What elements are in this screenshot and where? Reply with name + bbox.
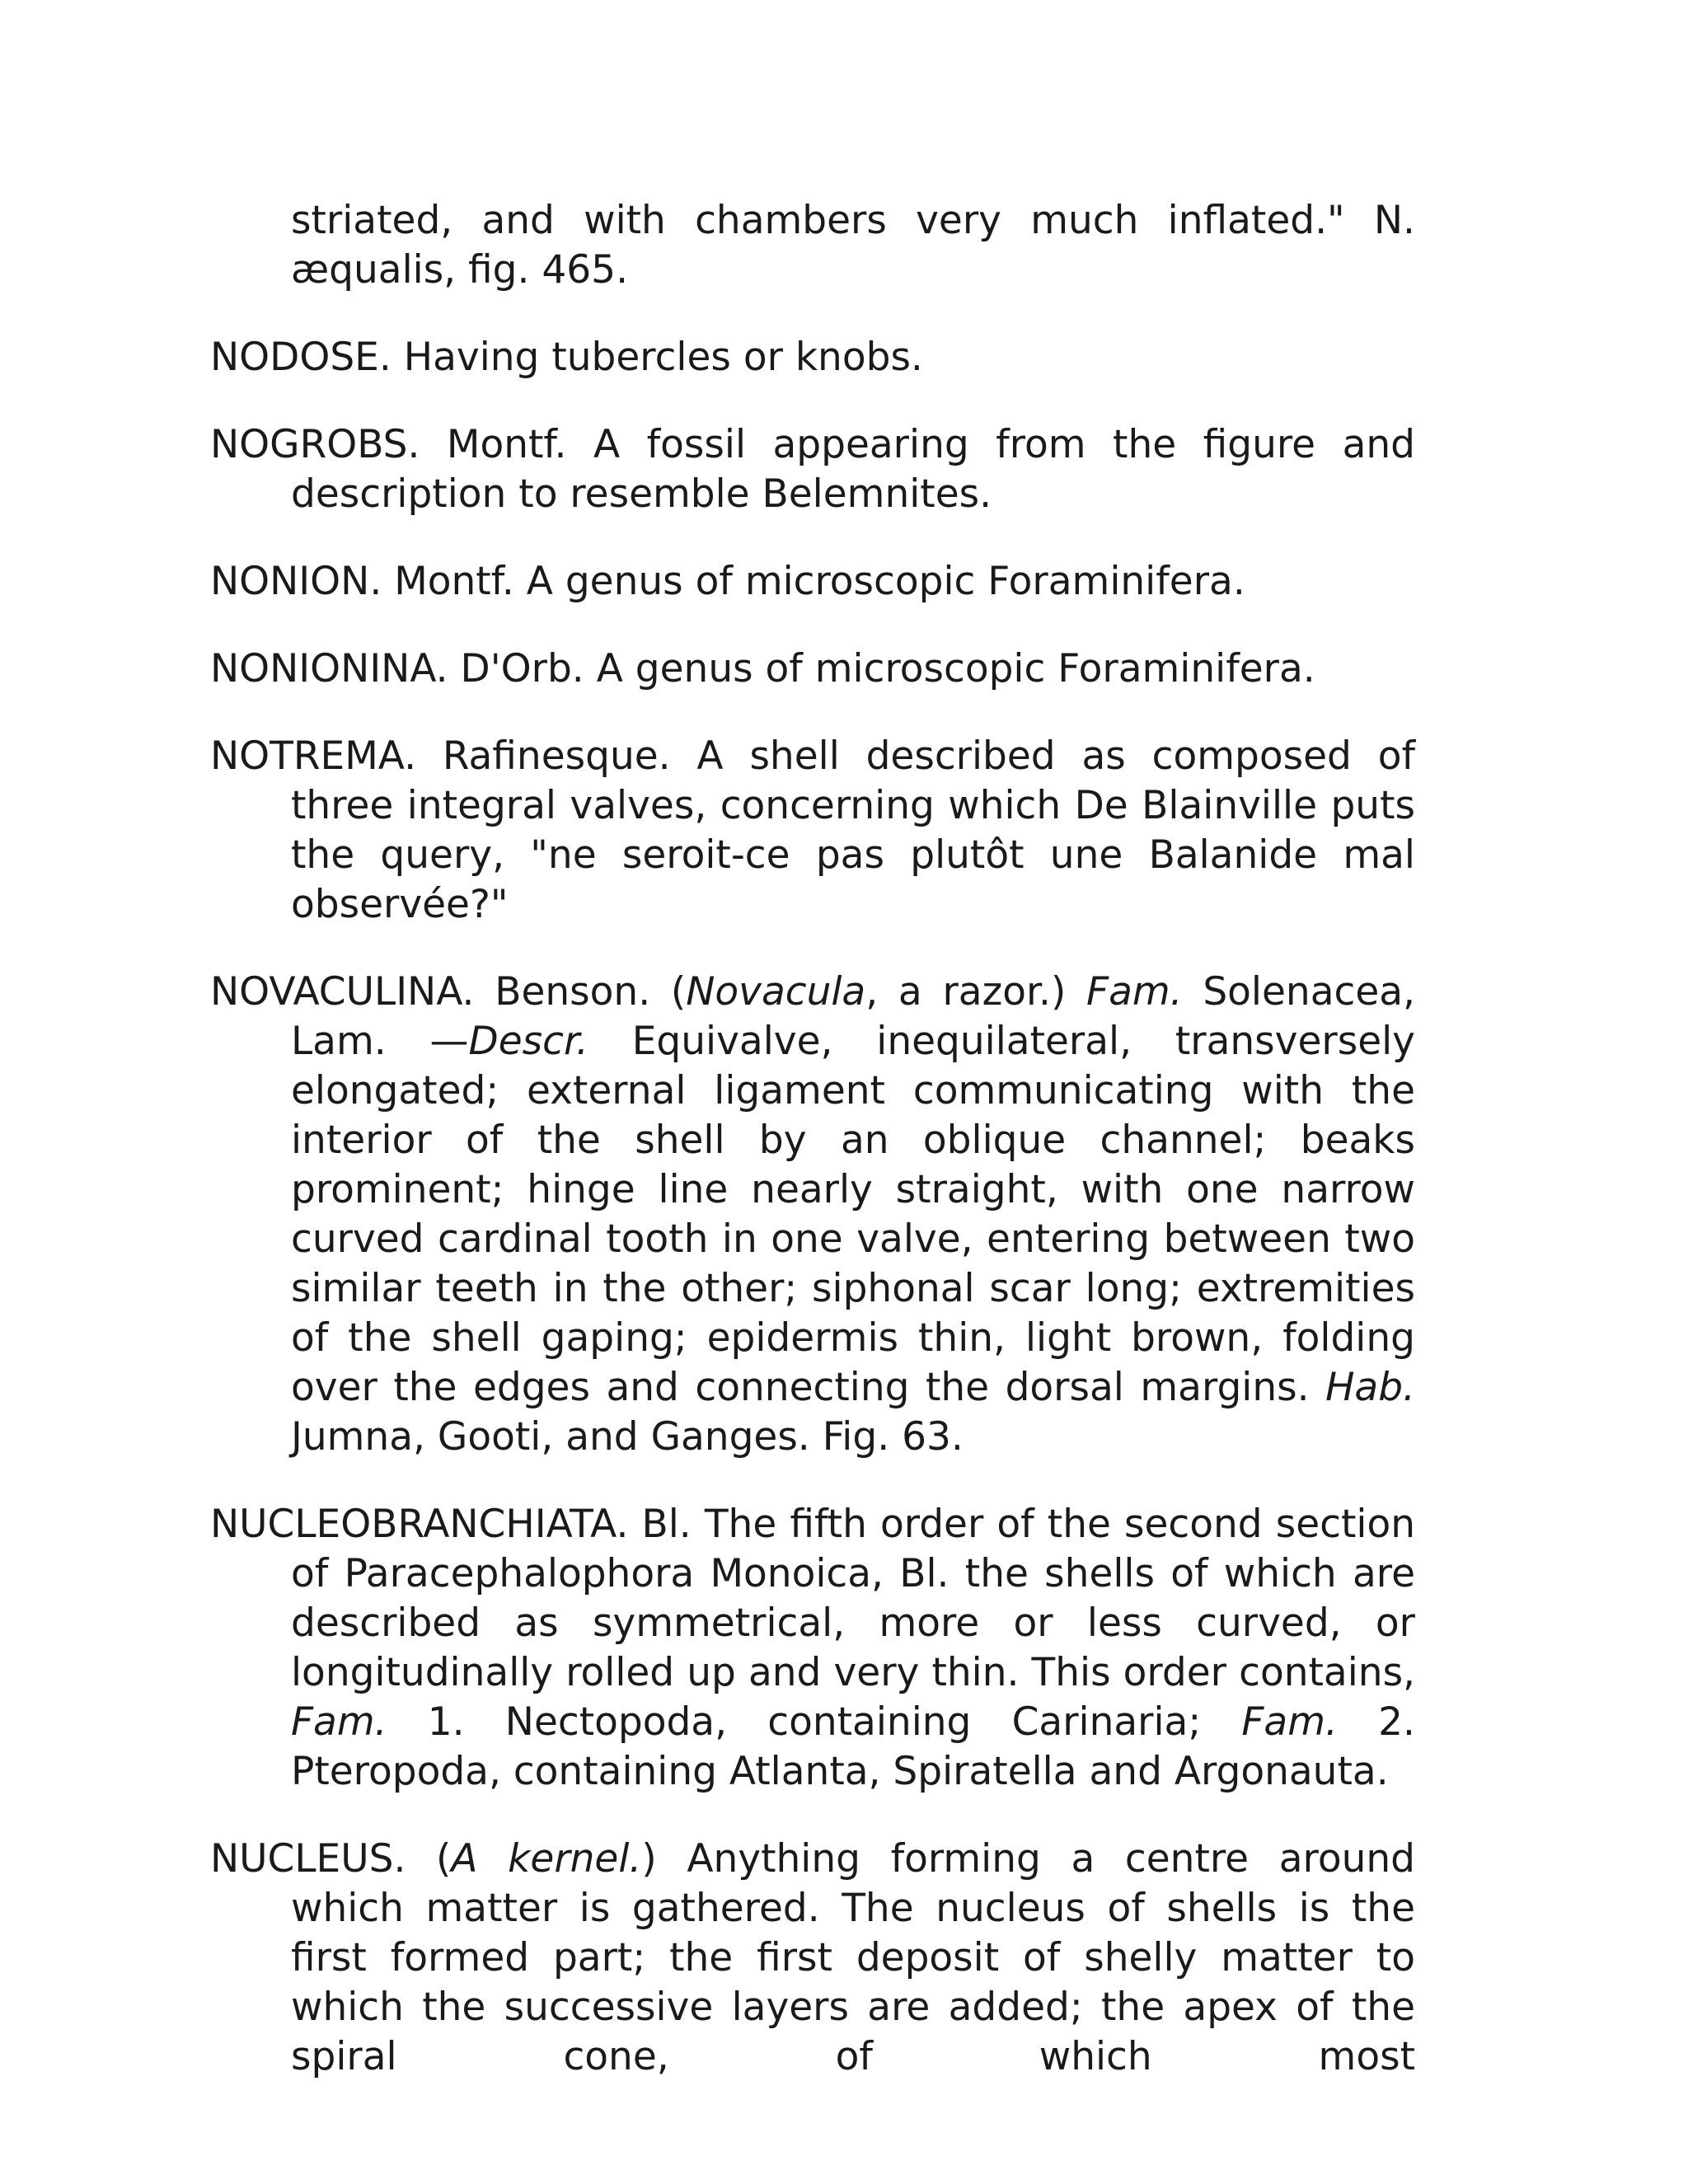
entry-text: Equivalve, inequilateral, transversely elongated; external ligament communicating with the interior of the shell by an oblique channel; beaks prominent; hinge line nearly straight, with one narrow curved cardinal tooth in one valve, entering between two similar teeth in the other; siphonal scar long; extremities of the shell gaping; epidermis thin, light brown, folding over the edges and connecting the dorsal margins. bbox=[291, 1019, 1416, 1410]
entry-text: NOTREMA. Rafinesque. A shell described as composed of three integral valves, concerning which De Blainville puts the query, "ne seroit-ce pas plutôt une Balanide mal observée?" bbox=[210, 733, 1415, 927]
entry-italic-text: Hab. bbox=[1325, 1365, 1415, 1410]
entry-italic-text: Fam. bbox=[1241, 1699, 1338, 1745]
entry-text: 1. Nectopoda, containing Carinaria; bbox=[387, 1699, 1242, 1745]
entry-aequalis-continuation bbox=[210, 196, 1415, 295]
entry-text: 2. Pteropoda, containing Atlanta, Spiratella and Argonauta. bbox=[291, 1699, 1415, 1794]
entry-text: striated, and with chambers very much inflated." N. æqualis, fig. 465. bbox=[291, 198, 1415, 293]
entry-notrema bbox=[210, 732, 1415, 930]
entry-text: NUCLEOBRANCHIATA. Bl. The fifth order of the second section of Paracephalophora Monoica, Bl. the shells of which are described as symmetrical, more or less curved, or longitudinally rolled up and very thin. This order contains, bbox=[210, 1502, 1415, 1695]
entry-nucleobranchiata bbox=[210, 1500, 1415, 1797]
entry-text: NOVACULINA. Benson. ( bbox=[210, 969, 687, 1015]
entry-text: NONIONINA. D'Orb. A genus of microscopic Foraminifera. bbox=[210, 646, 1315, 691]
dictionary-page bbox=[210, 196, 1415, 2082]
entry-italic-text: Fam. bbox=[291, 1699, 387, 1745]
entry-nucleus bbox=[210, 1835, 1415, 2082]
entry-text: ) Anything forming a centre around which matter is gathered. The nucleus of shells is the first formed part; the first deposit of shelly matter to which the successive layers are added; the apex of the spiral cone, of which most bbox=[291, 1836, 1415, 2079]
entry-text: Jumna, Gooti, and Ganges. Fig. 63. bbox=[291, 1414, 964, 1460]
entry-italic-text: A kernel. bbox=[451, 1836, 642, 1882]
entry-nonion bbox=[210, 557, 1415, 607]
entry-text: Solenacea, Lam. — bbox=[291, 969, 1415, 1064]
entry-nonionina bbox=[210, 644, 1415, 694]
entry-italic-text: Novacula bbox=[686, 969, 866, 1015]
entry-text: NUCLEUS. ( bbox=[210, 1836, 452, 1882]
entry-italic-text: Descr. bbox=[468, 1019, 588, 1064]
entry-text: NONION. Montf. A genus of microscopic Foraminifera. bbox=[210, 559, 1245, 604]
entry-text: , a razor.) bbox=[865, 969, 1087, 1015]
entry-text: NOGROBS. Montf. A fossil appearing from the figure and description to resemble Belemnites. bbox=[210, 422, 1415, 517]
entry-nodose bbox=[210, 333, 1415, 382]
entry-novaculina bbox=[210, 968, 1415, 1462]
entry-nogrobs bbox=[210, 420, 1415, 519]
entry-italic-text: Fam. bbox=[1086, 969, 1183, 1015]
entry-text: NODOSE. Having tubercles or knobs. bbox=[210, 335, 923, 380]
